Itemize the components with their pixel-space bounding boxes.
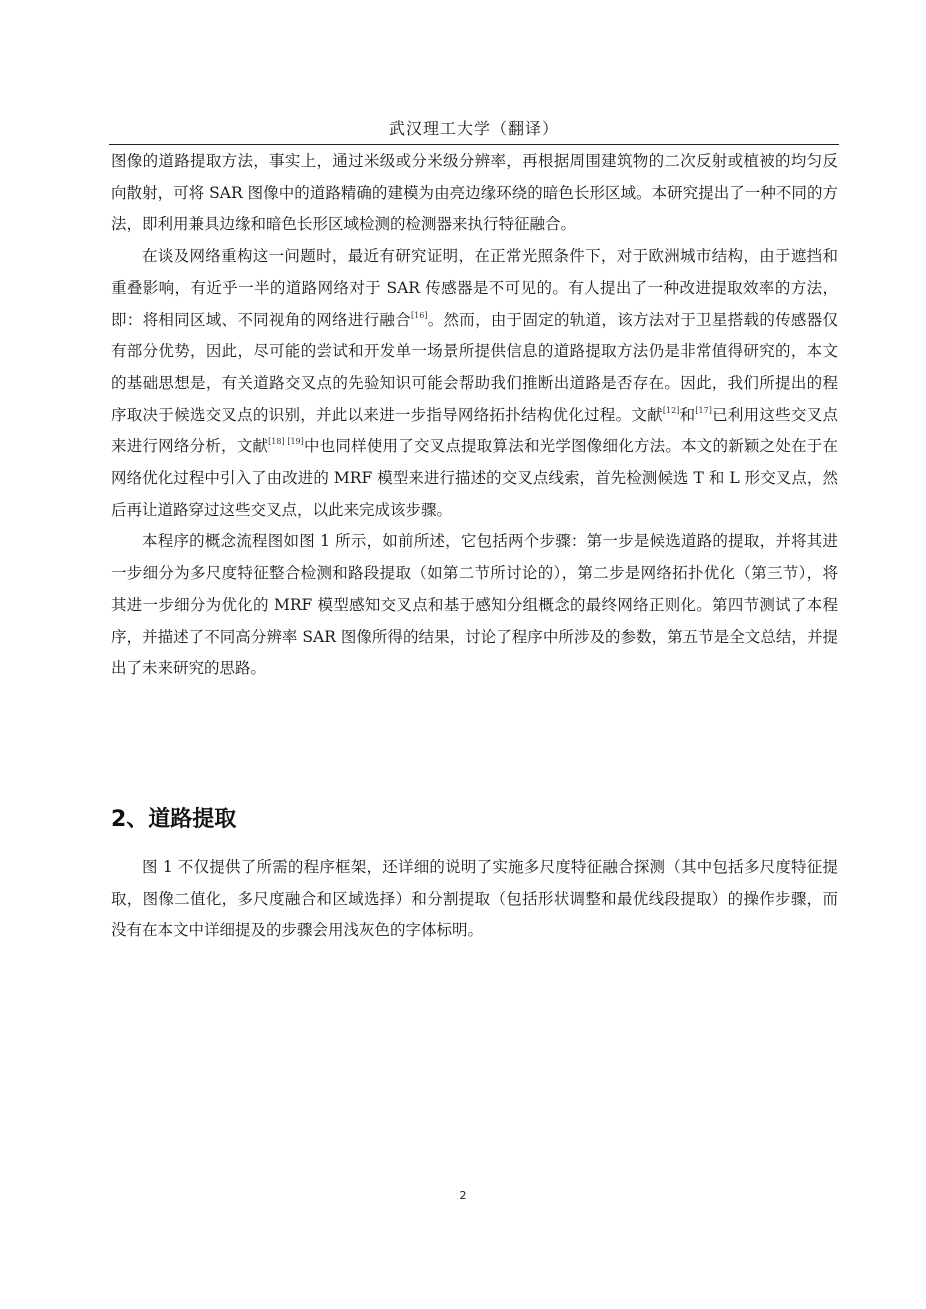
citation-ref: [18] [19]	[268, 437, 304, 447]
paragraph-2-seg-5: 中也同样使用了交叉点提取算法和光学图像细化方法。本文的新颖之处在于在网络优化过程中引入了由改进的 MRF 模型来进行描述的交叉点线索，首先检测候选 T 和 L 形交叉点，然后再让道路穿过这些交叉点，以此来完成该步骤。	[111, 437, 838, 519]
paragraph-3: 本程序的概念流程图如图 1 所示，如前所述，它包括两个步骤：第一步是候选道路的提取，并将其进一步细分为多尺度特征整合检测和路段提取（如第二节所讨论的），第二步是网络拓扑优化（第三节），将其进一步细分为优化的 MRF 模型感知交叉点和基于感知分组概念的最终网络正则化。第四节测试了本程序，并描述了不同高分辨率 SAR 图像所得的结果，讨论了程序中所涉及的参数，第五节是全文总结，并提出了未来研究的思路。	[111, 532, 838, 678]
paragraph-2-seg-2: 。然而，由于固定的轨道，该方法对于卫星搭载的传感器仅有部分优势，因此，尽可能的尝试和开发单一场景所提供信息的道路提取方法仍是非常值得研究的，本文的基础思想是，有关道路交叉点的先验知识可能会帮助我们推断出道路是否存在。因此，我们所提出的程序取决于候选交叉点的识别，并此以来进一步指导网络拓扑结构优化过程。文献	[111, 310, 838, 424]
citation-ref: [17]	[695, 405, 712, 415]
section-paragraph: 图 1 不仅提供了所需的程序框架，还详细的说明了实施多尺度特征融合探测（其中包括多尺度特征提取，图像二值化，多尺度融合和区域选择）和分割提取（包括形状调整和最优线段提取）的操作步骤，而没有在本文中详细提及的步骤会用浅灰色的字体标明。	[111, 858, 838, 940]
section-body	[111, 852, 838, 947]
citation-ref: [16]	[411, 310, 428, 320]
paragraph-2-seg-4: 已利用这些交叉点来进行网络分析，文献	[111, 405, 838, 456]
paragraph-2-seg-3: 和	[679, 405, 696, 424]
paragraph-2-seg-1: 在谈及网络重构这一问题时，最近有研究证明，在正常光照条件下，对于欧洲城市结构，由于遮挡和重叠影响，有近乎一半的道路网络对于 SAR 传感器是不可见的。有人提出了一种改进提取效率的方法，即：将相同区域、不同视角的网络进行融合	[111, 247, 838, 329]
paragraph-1: 图像的道路提取方法，事实上，通过米级或分米级分辨率，再根据周围建筑物的二次反射或植被的均匀反向散射，可将 SAR 图像中的道路精确的建模为由亮边缘环绕的暗色长形区域。本研究提出了一种不同的方法，即利用兼具边缘和暗色长形区域检测的检测器来执行特征融合。	[111, 152, 838, 234]
page-number: 2	[459, 1189, 467, 1202]
running-header: 武汉理工大学（翻译）	[388, 119, 559, 138]
header-rule	[109, 144, 839, 145]
body-text	[111, 146, 838, 685]
section-heading: 2、道路提取	[111, 807, 237, 832]
paragraph-2	[111, 241, 838, 526]
citation-ref: [12]	[662, 405, 680, 415]
